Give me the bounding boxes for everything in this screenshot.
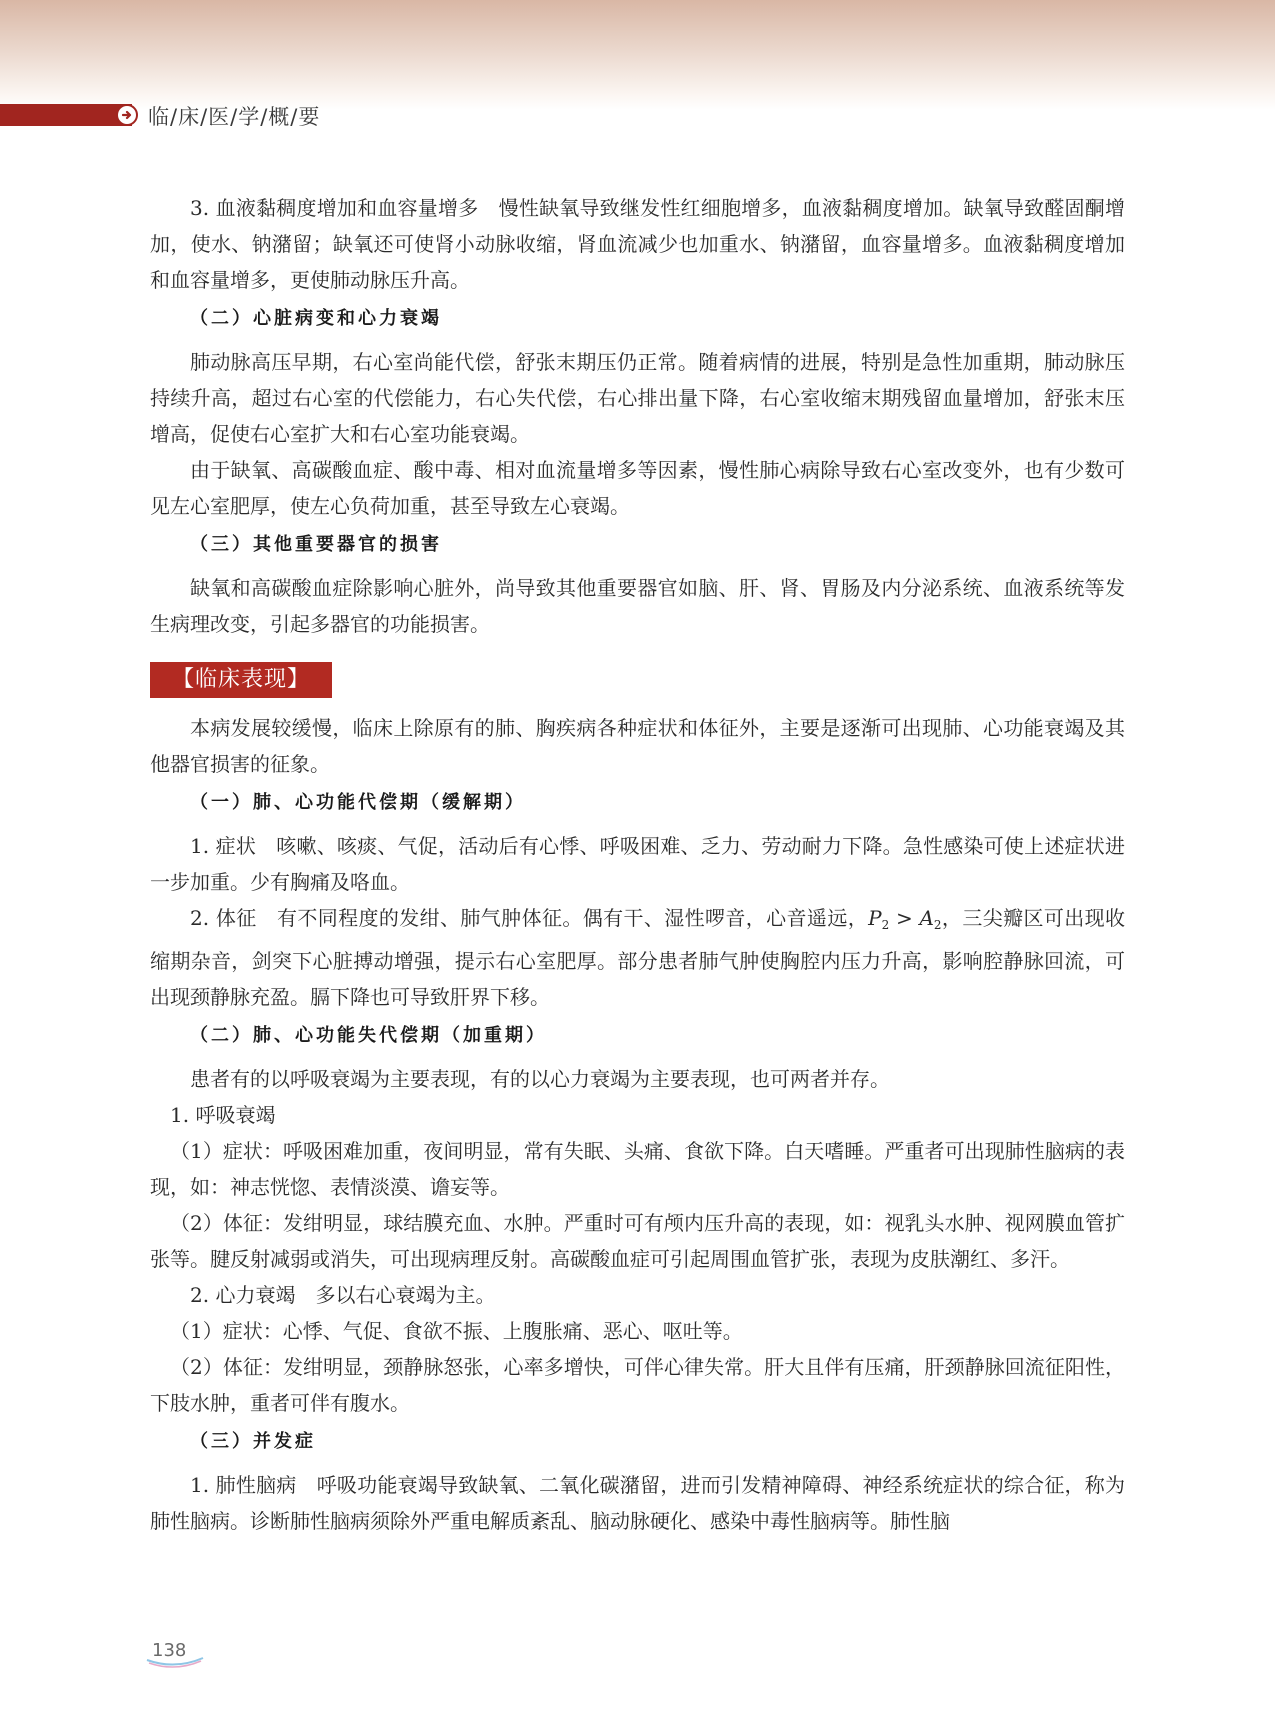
paragraph: 缺氧和高碳酸血症除影响心脏外，尚导致其他重要器官如脑、肝、肾、胃肠及内分泌系统、血液系统等发生病理改变，引起多器官的功能损害。 — [150, 576, 1125, 636]
paragraph: （1）症状：呼吸困难加重，夜间明显，常有失眠、头痛、食欲下降。白天嗜睡。严重者可出现肺性脑病的表现，如：神志恍惚、表情淡漠、谵妄等。 — [150, 1139, 1125, 1199]
paragraph: 1. 症状 咳嗽、咳痰、气促，活动后有心悸、呼吸困难、乏力、劳动耐力下降。急性感染可使上述症状进一步加重。少有胸痛及咯血。 — [150, 834, 1125, 894]
header-band — [0, 0, 1275, 110]
page-number: 138 — [152, 1640, 187, 1661]
paragraph: 患者有的以呼吸衰竭为主要表现，有的以心力衰竭为主要表现，也可两者并存。 — [190, 1067, 890, 1091]
subheading-complications: （三）并发症 — [190, 1431, 316, 1452]
paragraph: 本病发展较缓慢，临床上除原有的肺、胸疾病各种症状和体征外，主要是逐渐可出现肺、心功能衰竭及其他器官损害的征象。 — [150, 716, 1125, 776]
book-title: 临/床/医/学/概/要 — [148, 105, 321, 129]
paragraph: 由于缺氧、高碳酸血症、酸中毒、相对血流量增多等因素，慢性肺心病除导致右心室改变外，也有少数可见左心室肥厚，使左心负荷加重，甚至导致左心衰竭。 — [150, 458, 1125, 518]
subheading-compensated: （一）肺、心功能代偿期（缓解期） — [190, 792, 526, 813]
subheading-other-organs: （三）其他重要器官的损害 — [190, 534, 442, 555]
paragraph: 3. 血液黏稠度增加和血容量增多 慢性缺氧导致继发性红细胞增多，血液黏稠度增加。缺氧导致醛固酮增加，使水、钠潴留；缺氧还可使肾小动脉收缩，肾血流减少也加重水、钠潴留，血容量增多。血液黏稠度增加和血容量增多，更使肺动脉压升高。 — [150, 196, 1125, 292]
paragraph: 肺动脉高压早期，右心室尚能代偿，舒张末期压仍正常。随着病情的进展，特别是急性加重期，肺动脉压持续升高，超过右心室的代偿能力，右心失代偿，右心排出量下降，右心室收缩末期残留血量增加，舒张末压增高，促使右心室扩大和右心室功能衰竭。 — [150, 350, 1125, 446]
paragraph-signs — [150, 900, 1125, 1015]
subheading-heart-lesions: （二）心脏病变和心力衰竭 — [190, 308, 442, 329]
header-accent-bar — [0, 104, 132, 126]
paragraph: （1）症状：心悸、气促、食欲不振、上腹胀痛、恶心、呕吐等。 — [170, 1319, 743, 1343]
math-p: P — [868, 906, 882, 930]
section-title-clinical: 【临床表现】 — [150, 662, 332, 698]
paragraph: （2）体征：发绀明显，球结膜充血、水肿。严重时可有颅内压升高的表现，如：视乳头水肿、视网膜血管扩张等。腱反射减弱或消失，可出现病理反射。高碳酸血症可引起周围血管扩张，表现为皮肤潮红、多汗。 — [150, 1211, 1125, 1271]
math-subscript: 2 — [881, 918, 890, 932]
paragraph: 1. 呼吸衰竭 — [170, 1103, 276, 1127]
page-content — [150, 190, 1125, 1539]
paragraph: （2）体征：发绀明显，颈静脉怒张，心率多增快，可伴心律失常。肝大且伴有压痛，肝颈静脉回流征阳性，下肢水肿，重者可伴有腹水。 — [150, 1355, 1125, 1415]
arrow-right-icon — [116, 104, 138, 126]
paragraph: 1. 肺性脑病 呼吸功能衰竭导致缺氧、二氧化碳潴留，进而引发精神障碍、神经系统症状的综合征，称为肺性脑病。诊断肺性脑病须除外严重电解质紊乱、脑动脉硬化、感染中毒性脑病等。肺性脑 — [150, 1473, 1125, 1533]
math-operator: > — [889, 906, 920, 930]
text-span: ，三尖瓣区可出现收缩期杂音，剑突下心脏搏动增强，提示右心室肥厚。部分患者肺气肿使胸腔内压力升高，影响腔静脉回流，可出现颈静脉充盈。膈下降也可导致肝界下移。 — [150, 906, 1125, 1009]
subheading-decompensated: （二）肺、心功能失代偿期（加重期） — [190, 1025, 547, 1046]
math-a: A — [919, 906, 934, 930]
math-subscript: 2 — [933, 918, 942, 932]
paragraph: 2. 心力衰竭 多以右心衰竭为主。 — [190, 1283, 496, 1307]
text-span: 2. 体征 有不同程度的发绀、肺气肿体征。偶有干、湿性啰音，心音遥远， — [190, 906, 869, 930]
